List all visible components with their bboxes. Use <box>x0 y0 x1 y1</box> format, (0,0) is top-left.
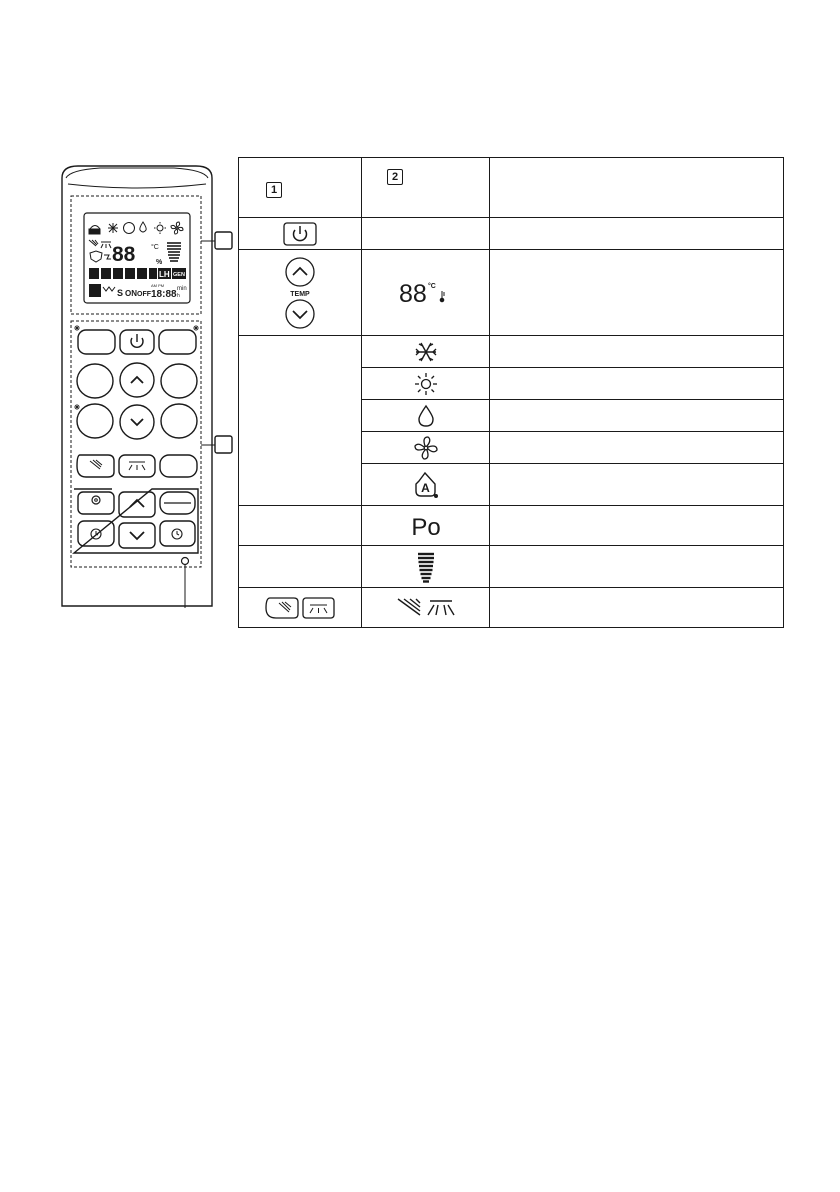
temperature-display-icon <box>396 278 456 308</box>
lcd-lh-badge: LH <box>159 270 170 279</box>
lcd-sun-icon <box>154 222 166 234</box>
table-row-fan-speed <box>239 546 784 588</box>
fan-speed-display-cell <box>362 546 490 588</box>
lcd-temp-unit: °C <box>151 244 159 251</box>
lcd-lock-icon <box>90 251 102 262</box>
remote-temp-up-button[interactable] <box>120 363 154 397</box>
fan-display-cell <box>362 432 490 464</box>
remote-up-button[interactable] <box>119 492 155 517</box>
lcd-fan-bars-icon <box>167 243 181 261</box>
remote-button-right-2[interactable] <box>161 404 197 438</box>
heat-description-cell <box>490 368 784 400</box>
dry-description-cell <box>490 400 784 432</box>
fan-speed-description-cell <box>490 546 784 588</box>
header-cell-display <box>362 158 490 218</box>
lcd-min-label: min <box>177 286 187 292</box>
header-cell-buttons <box>239 158 362 218</box>
lcd-sleep-block <box>89 284 101 297</box>
remote-button-left-2[interactable] <box>77 404 113 438</box>
lcd-fan-icon <box>171 222 183 234</box>
lcd-snowflake-icon <box>108 223 118 233</box>
snowflake-icon <box>414 340 438 364</box>
lcd-turbo-icon <box>104 255 111 259</box>
lcd-crown-icon <box>103 287 115 291</box>
power-display-cell <box>362 218 490 250</box>
mode-button-cell <box>239 336 362 506</box>
cool-description-cell <box>490 336 784 368</box>
temp-up-down-buttons <box>280 256 320 330</box>
power-button-icon <box>283 222 317 246</box>
remote-temp-down-button[interactable] <box>120 405 154 439</box>
remote-button-top-right[interactable] <box>159 330 196 354</box>
remote-settings-button[interactable] <box>78 492 114 514</box>
sun-icon <box>414 372 438 396</box>
fan-description-cell <box>490 432 784 464</box>
remote-button-right-1[interactable] <box>161 364 197 398</box>
lcd-icons <box>89 222 183 262</box>
dry-display-cell <box>362 400 490 432</box>
po-display-text: Po <box>410 513 441 541</box>
lcd-on-label: ON <box>125 289 137 298</box>
ir-sensor <box>182 558 189 565</box>
airflow-direction-icon <box>396 595 456 621</box>
remote-down-button[interactable] <box>119 523 155 548</box>
water-drop-icon <box>416 404 436 428</box>
heat-display-cell <box>362 368 490 400</box>
temp-down-icon <box>286 300 314 328</box>
temp-description-cell <box>490 250 784 336</box>
fan-icon <box>413 435 439 461</box>
temp-up-icon <box>286 258 314 286</box>
temp-buttons-cell <box>239 250 362 336</box>
callout-1-box <box>215 232 232 249</box>
table-header-row <box>239 158 784 218</box>
lcd-signal-icon <box>90 226 100 230</box>
lcd-gen-badge: GEN <box>173 272 185 278</box>
buttons-area-outline <box>71 321 201 567</box>
po-display-cell <box>362 506 490 546</box>
lcd-h-label: h <box>177 293 180 299</box>
auto-mode-icon <box>411 470 441 500</box>
lcd-percent: % <box>156 259 163 266</box>
po-description-cell <box>490 506 784 546</box>
svg-text:A: A <box>420 480 430 495</box>
header-number-1: 1 <box>266 182 282 198</box>
remote-button-top-left[interactable] <box>78 330 115 354</box>
swing-h-button-icon <box>266 598 298 618</box>
lcd-swing-icon <box>89 240 98 246</box>
airflow-buttons-cell <box>239 588 362 628</box>
auto-description-cell <box>490 464 784 506</box>
power-description-cell <box>490 218 784 250</box>
lcd-timer-digits: 18:88 <box>151 289 177 300</box>
airflow-description-cell <box>490 588 784 628</box>
table-row-temperature <box>239 250 784 336</box>
airflow-buttons <box>264 595 336 621</box>
power-level-button-cell <box>239 506 362 546</box>
airflow-display-cell <box>362 588 490 628</box>
power-button-cell <box>239 218 362 250</box>
lcd-row3-icons <box>89 268 186 279</box>
icon-reference-table <box>238 157 784 628</box>
lcd-digits: 88 <box>112 243 136 266</box>
lcd-drop-icon <box>140 222 146 232</box>
temp-display-unit: °C <box>427 282 436 290</box>
lcd-swing-v-icon <box>101 242 111 248</box>
lcd-ampm-label: AM PM <box>151 283 165 288</box>
header-number-2: 2 <box>387 169 403 185</box>
callout-2-box <box>215 436 232 453</box>
fan-speed-button-cell <box>239 546 362 588</box>
temp-display-cell <box>362 250 490 336</box>
thermometer-icon <box>440 291 445 302</box>
lcd-off-label: OFF <box>137 291 151 298</box>
header-cell-description <box>490 158 784 218</box>
table-row-power-level <box>239 506 784 546</box>
table-row-power <box>239 218 784 250</box>
temp-label: TEMP <box>290 290 310 298</box>
temp-display-digits: 88 <box>398 279 427 308</box>
lcd-auto-icon <box>124 223 135 234</box>
po-display-icon <box>408 511 444 541</box>
remote-button-right-3[interactable] <box>160 455 197 477</box>
table-row-mode-cool <box>239 336 784 368</box>
lcd-s-label: S <box>117 288 124 298</box>
fan-speed-bars-icon <box>416 551 436 583</box>
table-row-airflow <box>239 588 784 628</box>
cool-display-cell <box>362 336 490 368</box>
auto-display-cell <box>362 464 490 506</box>
remote-button-left-1[interactable] <box>77 364 113 398</box>
